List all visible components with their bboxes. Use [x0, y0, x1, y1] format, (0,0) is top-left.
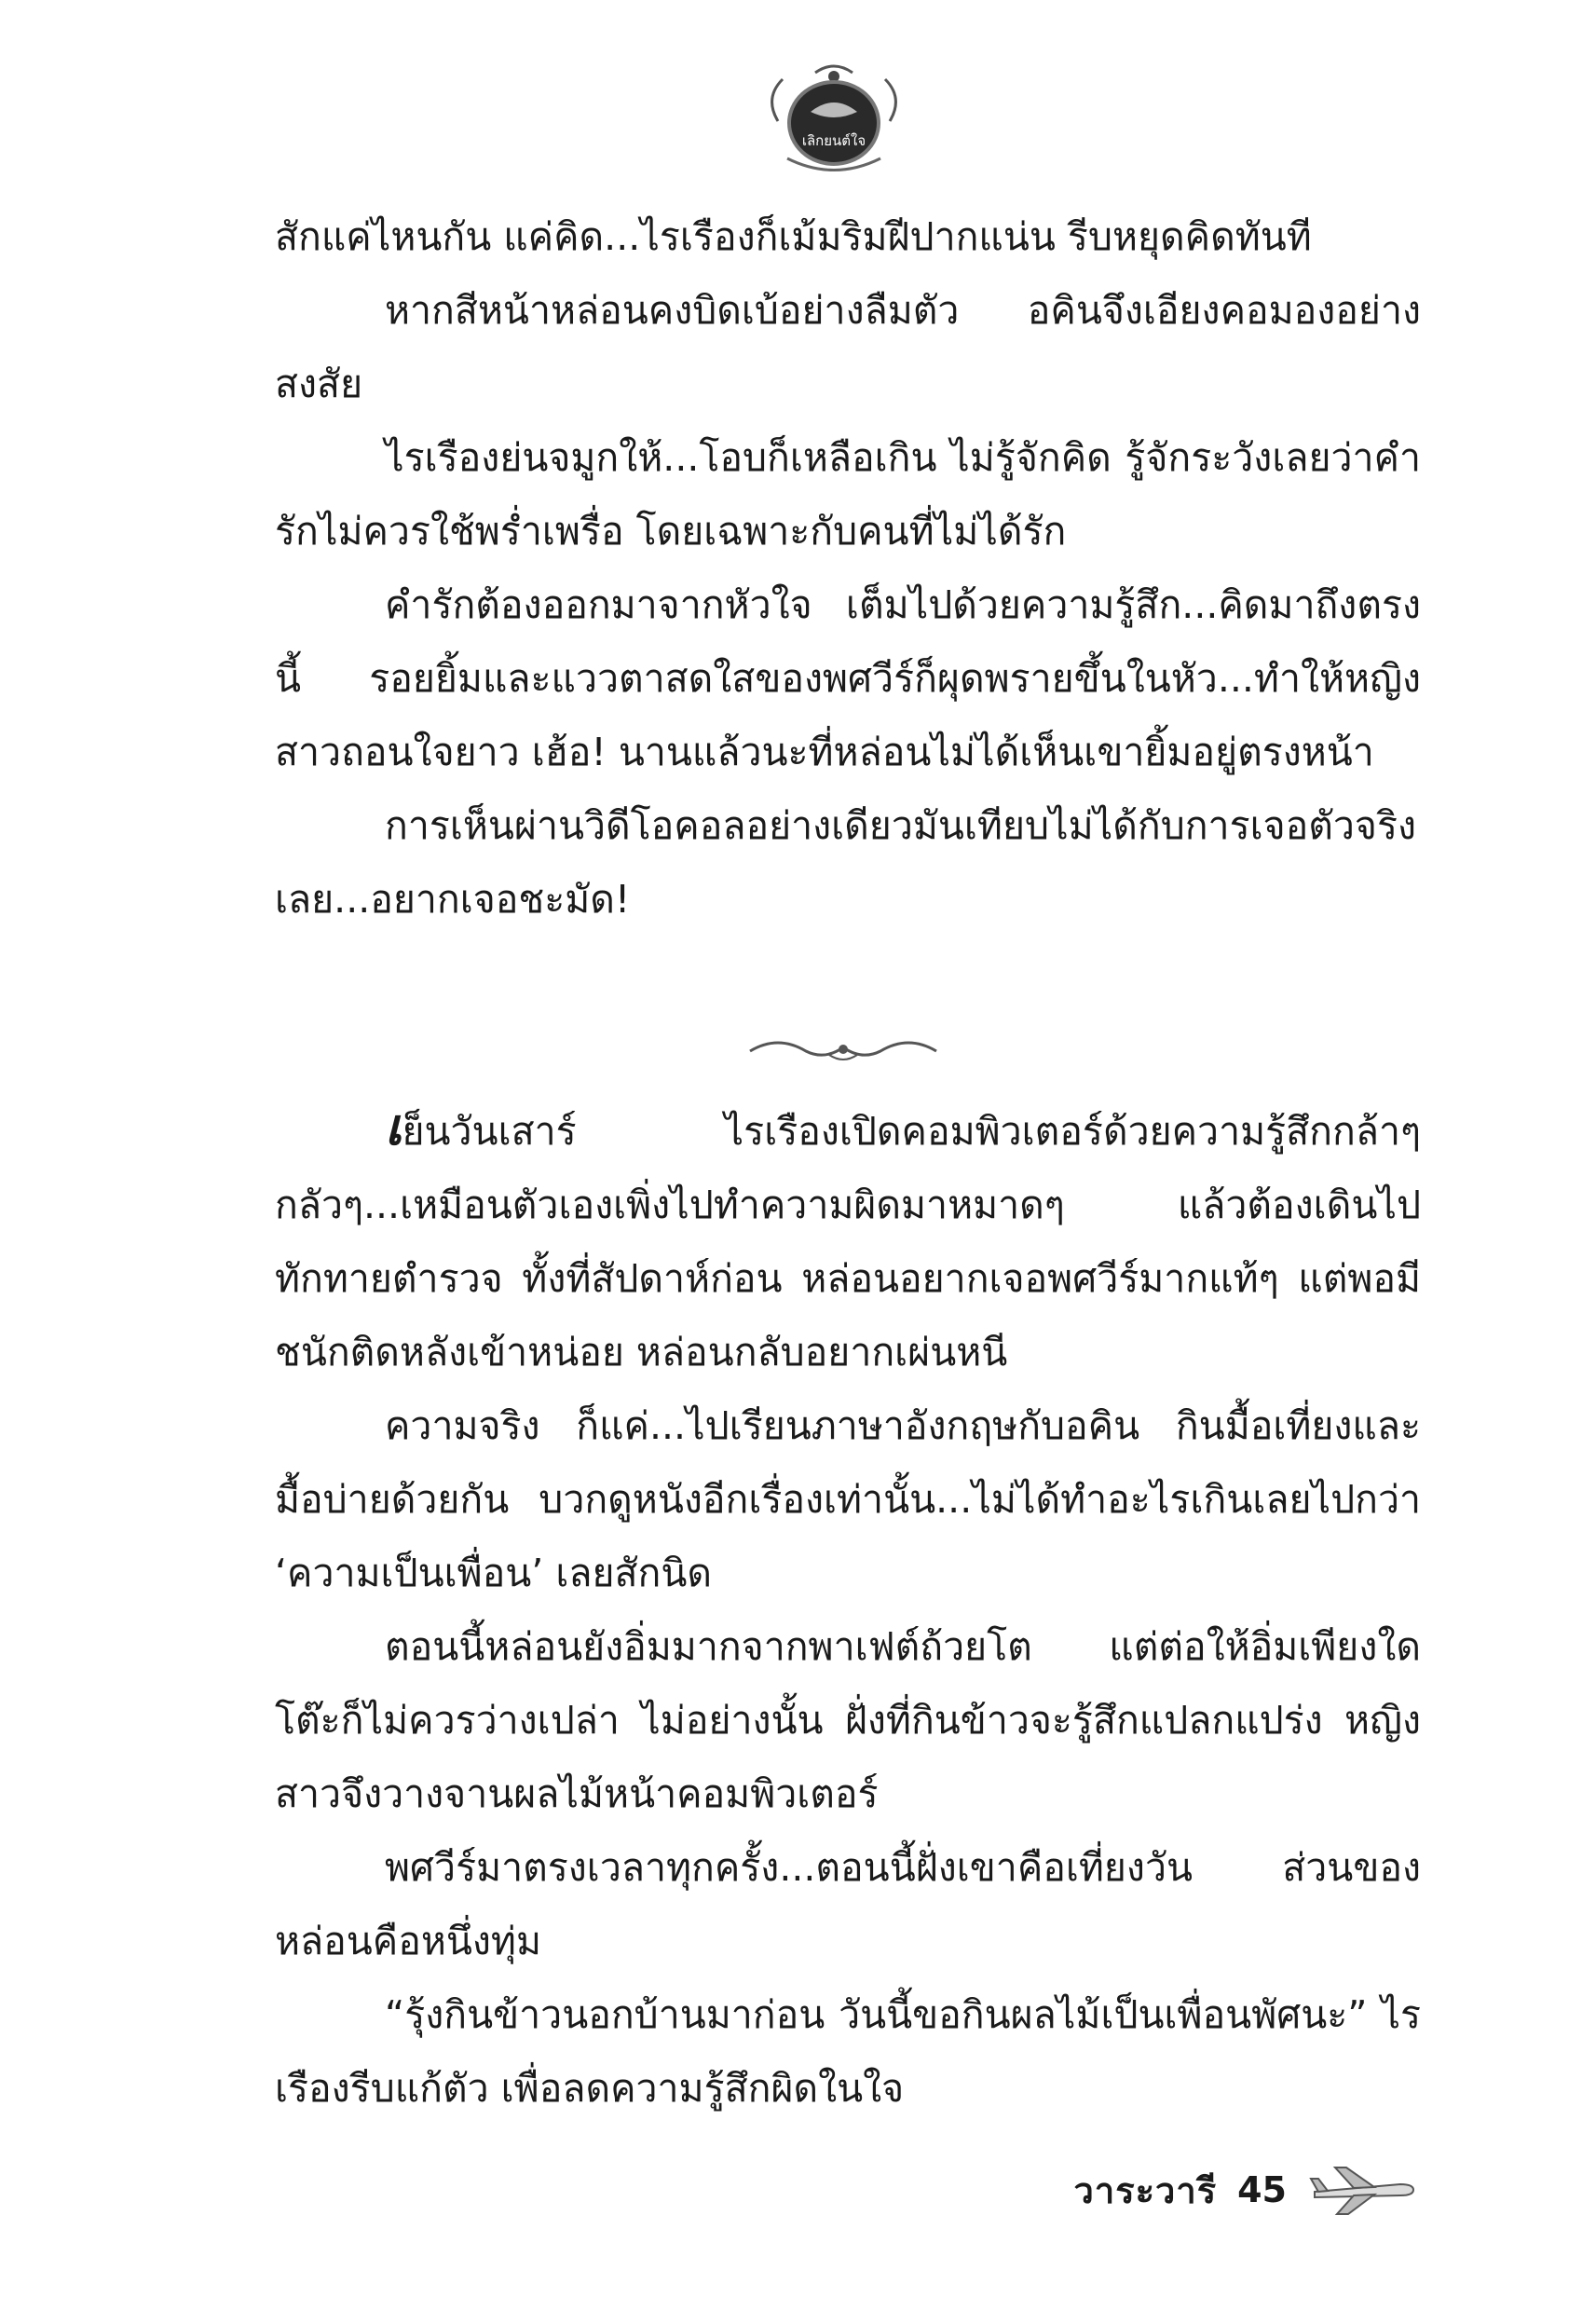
page-number: 45: [1237, 2169, 1287, 2210]
paragraph: คำรักต้องออกมาจากหัวใจ เต็มไปด้วยความรู้สึก...คิดมาถึงตรงนี้ รอยยิ้มและแววตาสดใสของพศวีร์ก็ผุดพรายขึ้นในหัว...ทำให้หญิงสาวถอนใจยาว เฮ้อ! นานแล้วนะที่หล่อนไม่ได้เห็นเขายิ้มอยู่ตรงหน้า: [275, 582, 1421, 774]
paragraph: สักแค่ไหนกัน แค่คิด...ไรเรืองก็เม้มริมฝีปากแน่น รีบหยุดคิดทันที: [275, 214, 1312, 259]
paragraph: พศวีร์มาตรงเวลาทุกครั้ง...ตอนนี้ฝั่งเขาคือเที่ยงวัน ส่วนของหล่อนคือหนึ่งทุ่ม: [275, 1845, 1421, 1963]
ornamental-flourish-icon: [745, 1027, 941, 1072]
book-title: วาระวารี: [1073, 2169, 1218, 2211]
paragraph: ไรเรืองย่นจมูกให้...โอบก็เหลือเกิน ไม่รู้จักคิด รู้จักระวังเลยว่าคำรักไม่ควรใช้พร่ำเพรื่อ โดยเฉพาะกับคนที่ไม่ได้รัก: [275, 435, 1421, 554]
logo-text: เลิกยนต์ใจ: [801, 132, 866, 149]
paragraph: ตอนนี้หล่อนยังอิ่มมากจากพาเฟต์ถ้วยโต แต่ต่อให้อิ่มเพียงใด โต๊ะก็ไม่ควรว่างเปล่า ไม่อย่างนั้น ฝั่งที่กินข้าวจะรู้สึกแปลกแปร่ง หญิงสาวจึงวางจานผลไม้หน้าคอมพิวเตอร์: [275, 1624, 1421, 1816]
paragraph: การเห็นผ่านวิดีโอคอลอย่างเดียวมันเทียบไม่ได้กับการเจอตัวจริงเลย...อยากเจอชะมัด!: [275, 803, 1416, 922]
body-text-bottom: [275, 1095, 1421, 2126]
body-text-top: [275, 200, 1421, 937]
paragraph: “รุ้งกินข้าวนอกบ้านมาก่อน วันนี้ขอกินผลไม้เป็นเพื่อนพัศนะ” ไรเรืองรีบแก้ตัว เพื่อลดความรู้สึกผิดในใจ: [275, 1992, 1421, 2111]
paragraph-text: ย็นวันเสาร์ ไรเรืองเปิดคอมพิวเตอร์ด้วยความรู้สึกกล้าๆ กลัวๆ...เหมือนตัวเองเพิ่งไปทำความผิดมาหมาดๆ แล้วต้องเดินไปทักทายตำรวจ ทั้งที่สัปดาห์ก่อน หล่อนอยากเจอพศวีร์มากแท้ๆ แต่พอมีชนักติดหลังเข้าหน่อย หล่อนกลับอยากเผ่นหนี: [275, 1109, 1421, 1374]
ornate-crest-icon: [759, 56, 908, 177]
paragraph: หากสีหน้าหล่อนคงบิดเบ้อย่างลืมตัว อคินจึงเอียงคอมองอย่างสงสัย: [275, 288, 1421, 406]
page-footer: [1074, 2157, 1419, 2222]
airplane-icon: [1307, 2164, 1419, 2216]
paragraph: ความจริง ก็แค่...ไปเรียนภาษาอังกฤษกับอคิน กินมื้อเที่ยงและมื้อบ่ายด้วยกัน บวกดูหนังอีกเรื่องเท่านั้น...ไม่ได้ทำอะไรเกินเลยไปกว่า ‘ความเป็นเพื่อน’ เลยสักนิด: [275, 1403, 1421, 1595]
paragraph: [275, 1095, 1421, 1389]
drop-cap: เ: [385, 1097, 402, 1156]
